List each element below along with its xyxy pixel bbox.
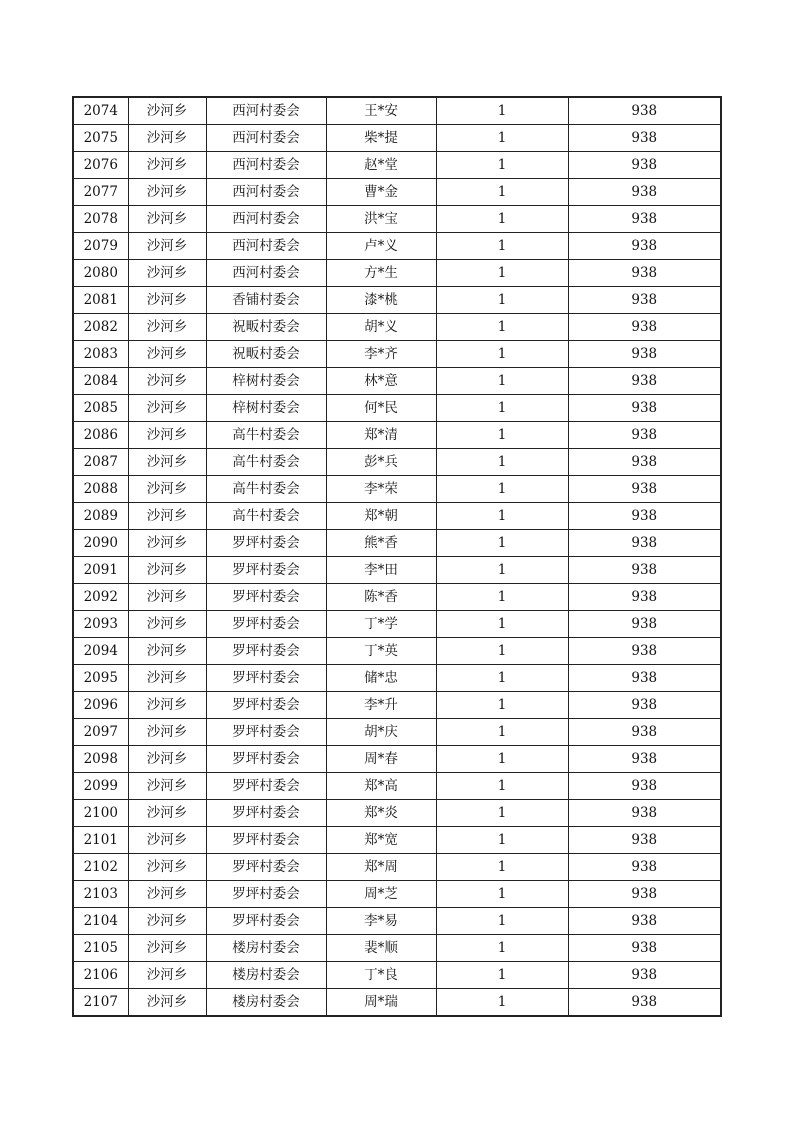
name-cell: 李*升	[326, 692, 436, 719]
count-cell: 1	[436, 935, 568, 962]
township-cell: 沙河乡	[128, 341, 206, 368]
amount-cell: 938	[568, 179, 721, 206]
name-cell: 卢*义	[326, 233, 436, 260]
table-row	[73, 260, 721, 287]
village-committee-cell: 罗坪村委会	[206, 854, 326, 881]
table-row	[73, 989, 721, 1017]
village-committee-cell: 罗坪村委会	[206, 530, 326, 557]
township-cell: 沙河乡	[128, 287, 206, 314]
table-row	[73, 233, 721, 260]
village-committee-cell: 楼房村委会	[206, 962, 326, 989]
amount-cell: 938	[568, 368, 721, 395]
township-cell: 沙河乡	[128, 449, 206, 476]
count-cell: 1	[436, 773, 568, 800]
serial-number-cell: 2089	[73, 503, 128, 530]
village-committee-cell: 西河村委会	[206, 97, 326, 125]
table-row	[73, 881, 721, 908]
township-cell: 沙河乡	[128, 719, 206, 746]
name-cell: 周*芝	[326, 881, 436, 908]
village-committee-cell: 高牛村委会	[206, 503, 326, 530]
amount-cell: 938	[568, 935, 721, 962]
name-cell: 何*民	[326, 395, 436, 422]
name-cell: 郑*宽	[326, 827, 436, 854]
township-cell: 沙河乡	[128, 97, 206, 125]
serial-number-cell: 2081	[73, 287, 128, 314]
village-committee-cell: 西河村委会	[206, 125, 326, 152]
amount-cell: 938	[568, 584, 721, 611]
village-committee-cell: 罗坪村委会	[206, 719, 326, 746]
amount-cell: 938	[568, 206, 721, 233]
village-committee-cell: 祝畈村委会	[206, 314, 326, 341]
name-cell: 胡*庆	[326, 719, 436, 746]
table-row	[73, 746, 721, 773]
count-cell: 1	[436, 476, 568, 503]
village-committee-cell: 香铺村委会	[206, 287, 326, 314]
township-cell: 沙河乡	[128, 152, 206, 179]
count-cell: 1	[436, 368, 568, 395]
serial-number-cell: 2076	[73, 152, 128, 179]
township-cell: 沙河乡	[128, 908, 206, 935]
table-row	[73, 800, 721, 827]
amount-cell: 938	[568, 719, 721, 746]
serial-number-cell: 2105	[73, 935, 128, 962]
township-cell: 沙河乡	[128, 260, 206, 287]
township-cell: 沙河乡	[128, 881, 206, 908]
table-row	[73, 962, 721, 989]
township-cell: 沙河乡	[128, 962, 206, 989]
village-committee-cell: 高牛村委会	[206, 449, 326, 476]
amount-cell: 938	[568, 962, 721, 989]
count-cell: 1	[436, 206, 568, 233]
count-cell: 1	[436, 854, 568, 881]
village-committee-cell: 西河村委会	[206, 260, 326, 287]
village-committee-cell: 罗坪村委会	[206, 827, 326, 854]
name-cell: 漆*桃	[326, 287, 436, 314]
table-row	[73, 503, 721, 530]
serial-number-cell: 2084	[73, 368, 128, 395]
table-row	[73, 368, 721, 395]
amount-cell: 938	[568, 827, 721, 854]
count-cell: 1	[436, 422, 568, 449]
table-row	[73, 314, 721, 341]
count-cell: 1	[436, 881, 568, 908]
amount-cell: 938	[568, 125, 721, 152]
amount-cell: 938	[568, 530, 721, 557]
table-row	[73, 125, 721, 152]
township-cell: 沙河乡	[128, 989, 206, 1017]
name-cell: 陈*香	[326, 584, 436, 611]
table-row	[73, 476, 721, 503]
village-committee-cell: 西河村委会	[206, 206, 326, 233]
village-committee-cell: 西河村委会	[206, 152, 326, 179]
township-cell: 沙河乡	[128, 530, 206, 557]
name-cell: 郑*炎	[326, 800, 436, 827]
township-cell: 沙河乡	[128, 314, 206, 341]
count-cell: 1	[436, 314, 568, 341]
township-cell: 沙河乡	[128, 557, 206, 584]
amount-cell: 938	[568, 881, 721, 908]
name-cell: 丁*英	[326, 638, 436, 665]
count-cell: 1	[436, 341, 568, 368]
township-cell: 沙河乡	[128, 476, 206, 503]
name-cell: 丁*学	[326, 611, 436, 638]
village-committee-cell: 罗坪村委会	[206, 638, 326, 665]
village-committee-cell: 罗坪村委会	[206, 908, 326, 935]
table-row	[73, 638, 721, 665]
name-cell: 裴*顺	[326, 935, 436, 962]
township-cell: 沙河乡	[128, 638, 206, 665]
serial-number-cell: 2098	[73, 746, 128, 773]
serial-number-cell: 2102	[73, 854, 128, 881]
village-committee-cell: 罗坪村委会	[206, 773, 326, 800]
amount-cell: 938	[568, 611, 721, 638]
count-cell: 1	[436, 260, 568, 287]
count-cell: 1	[436, 611, 568, 638]
serial-number-cell: 2082	[73, 314, 128, 341]
count-cell: 1	[436, 989, 568, 1017]
amount-cell: 938	[568, 233, 721, 260]
amount-cell: 938	[568, 746, 721, 773]
table-row	[73, 935, 721, 962]
township-cell: 沙河乡	[128, 395, 206, 422]
table-row	[73, 206, 721, 233]
amount-cell: 938	[568, 800, 721, 827]
name-cell: 周*春	[326, 746, 436, 773]
amount-cell: 938	[568, 395, 721, 422]
serial-number-cell: 2101	[73, 827, 128, 854]
table-row	[73, 179, 721, 206]
serial-number-cell: 2097	[73, 719, 128, 746]
village-committee-cell: 祝畈村委会	[206, 341, 326, 368]
name-cell: 李*齐	[326, 341, 436, 368]
name-cell: 丁*良	[326, 962, 436, 989]
table-row	[73, 557, 721, 584]
name-cell: 赵*堂	[326, 152, 436, 179]
amount-cell: 938	[568, 503, 721, 530]
name-cell: 李*田	[326, 557, 436, 584]
name-cell: 郑*清	[326, 422, 436, 449]
amount-cell: 938	[568, 422, 721, 449]
serial-number-cell: 2083	[73, 341, 128, 368]
serial-number-cell: 2088	[73, 476, 128, 503]
serial-number-cell: 2093	[73, 611, 128, 638]
count-cell: 1	[436, 449, 568, 476]
count-cell: 1	[436, 97, 568, 125]
township-cell: 沙河乡	[128, 584, 206, 611]
serial-number-cell: 2077	[73, 179, 128, 206]
township-cell: 沙河乡	[128, 935, 206, 962]
village-committee-cell: 罗坪村委会	[206, 800, 326, 827]
name-cell: 柴*提	[326, 125, 436, 152]
village-committee-cell: 高牛村委会	[206, 476, 326, 503]
count-cell: 1	[436, 962, 568, 989]
township-cell: 沙河乡	[128, 233, 206, 260]
serial-number-cell: 2087	[73, 449, 128, 476]
amount-cell: 938	[568, 476, 721, 503]
serial-number-cell: 2074	[73, 97, 128, 125]
name-cell: 彭*兵	[326, 449, 436, 476]
village-committee-cell: 西河村委会	[206, 179, 326, 206]
amount-cell: 938	[568, 854, 721, 881]
serial-number-cell: 2099	[73, 773, 128, 800]
count-cell: 1	[436, 665, 568, 692]
serial-number-cell: 2092	[73, 584, 128, 611]
table-body	[73, 97, 721, 1016]
serial-number-cell: 2085	[73, 395, 128, 422]
name-cell: 李*荣	[326, 476, 436, 503]
village-committee-cell: 罗坪村委会	[206, 746, 326, 773]
village-committee-cell: 楼房村委会	[206, 935, 326, 962]
serial-number-cell: 2090	[73, 530, 128, 557]
count-cell: 1	[436, 746, 568, 773]
amount-cell: 938	[568, 692, 721, 719]
village-committee-cell: 梓树村委会	[206, 395, 326, 422]
serial-number-cell: 2104	[73, 908, 128, 935]
name-cell: 熊*香	[326, 530, 436, 557]
village-committee-cell: 罗坪村委会	[206, 557, 326, 584]
township-cell: 沙河乡	[128, 503, 206, 530]
name-cell: 周*瑞	[326, 989, 436, 1017]
count-cell: 1	[436, 125, 568, 152]
township-cell: 沙河乡	[128, 800, 206, 827]
village-committee-cell: 罗坪村委会	[206, 881, 326, 908]
township-cell: 沙河乡	[128, 854, 206, 881]
amount-cell: 938	[568, 97, 721, 125]
village-committee-cell: 罗坪村委会	[206, 611, 326, 638]
table-row	[73, 692, 721, 719]
table-row	[73, 611, 721, 638]
serial-number-cell: 2107	[73, 989, 128, 1017]
table-row	[73, 665, 721, 692]
township-cell: 沙河乡	[128, 665, 206, 692]
name-cell: 郑*高	[326, 773, 436, 800]
count-cell: 1	[436, 503, 568, 530]
amount-cell: 938	[568, 260, 721, 287]
count-cell: 1	[436, 827, 568, 854]
name-cell: 方*生	[326, 260, 436, 287]
name-cell: 林*意	[326, 368, 436, 395]
serial-number-cell: 2106	[73, 962, 128, 989]
serial-number-cell: 2094	[73, 638, 128, 665]
name-cell: 郑*周	[326, 854, 436, 881]
table-row	[73, 584, 721, 611]
count-cell: 1	[436, 152, 568, 179]
count-cell: 1	[436, 719, 568, 746]
name-cell: 王*安	[326, 97, 436, 125]
count-cell: 1	[436, 530, 568, 557]
name-cell: 储*忠	[326, 665, 436, 692]
table-row	[73, 719, 721, 746]
table-row	[73, 152, 721, 179]
table-row	[73, 341, 721, 368]
count-cell: 1	[436, 692, 568, 719]
amount-cell: 938	[568, 314, 721, 341]
table-row	[73, 827, 721, 854]
village-committee-cell: 高牛村委会	[206, 422, 326, 449]
amount-cell: 938	[568, 341, 721, 368]
serial-number-cell: 2078	[73, 206, 128, 233]
data-table	[72, 96, 722, 1017]
name-cell: 胡*义	[326, 314, 436, 341]
count-cell: 1	[436, 638, 568, 665]
name-cell: 郑*朝	[326, 503, 436, 530]
village-committee-cell: 梓树村委会	[206, 368, 326, 395]
serial-number-cell: 2100	[73, 800, 128, 827]
amount-cell: 938	[568, 908, 721, 935]
serial-number-cell: 2075	[73, 125, 128, 152]
name-cell: 曹*金	[326, 179, 436, 206]
count-cell: 1	[436, 584, 568, 611]
count-cell: 1	[436, 557, 568, 584]
count-cell: 1	[436, 908, 568, 935]
name-cell: 李*易	[326, 908, 436, 935]
amount-cell: 938	[568, 773, 721, 800]
township-cell: 沙河乡	[128, 206, 206, 233]
village-committee-cell: 楼房村委会	[206, 989, 326, 1017]
table-row	[73, 854, 721, 881]
table-row	[73, 908, 721, 935]
township-cell: 沙河乡	[128, 827, 206, 854]
amount-cell: 938	[568, 449, 721, 476]
name-cell: 洪*宝	[326, 206, 436, 233]
amount-cell: 938	[568, 638, 721, 665]
amount-cell: 938	[568, 665, 721, 692]
township-cell: 沙河乡	[128, 773, 206, 800]
count-cell: 1	[436, 800, 568, 827]
count-cell: 1	[436, 287, 568, 314]
count-cell: 1	[436, 395, 568, 422]
amount-cell: 938	[568, 557, 721, 584]
serial-number-cell: 2103	[73, 881, 128, 908]
table-row	[73, 422, 721, 449]
township-cell: 沙河乡	[128, 422, 206, 449]
table-row	[73, 530, 721, 557]
village-committee-cell: 西河村委会	[206, 233, 326, 260]
count-cell: 1	[436, 233, 568, 260]
table-row	[73, 449, 721, 476]
township-cell: 沙河乡	[128, 125, 206, 152]
serial-number-cell: 2086	[73, 422, 128, 449]
amount-cell: 938	[568, 989, 721, 1017]
township-cell: 沙河乡	[128, 611, 206, 638]
township-cell: 沙河乡	[128, 746, 206, 773]
township-cell: 沙河乡	[128, 692, 206, 719]
serial-number-cell: 2091	[73, 557, 128, 584]
serial-number-cell: 2079	[73, 233, 128, 260]
serial-number-cell: 2096	[73, 692, 128, 719]
township-cell: 沙河乡	[128, 179, 206, 206]
amount-cell: 938	[568, 287, 721, 314]
serial-number-cell: 2095	[73, 665, 128, 692]
amount-cell: 938	[568, 152, 721, 179]
village-committee-cell: 罗坪村委会	[206, 692, 326, 719]
township-cell: 沙河乡	[128, 368, 206, 395]
serial-number-cell: 2080	[73, 260, 128, 287]
table-row	[73, 97, 721, 125]
table-row	[73, 395, 721, 422]
village-committee-cell: 罗坪村委会	[206, 584, 326, 611]
count-cell: 1	[436, 179, 568, 206]
table-row	[73, 287, 721, 314]
village-committee-cell: 罗坪村委会	[206, 665, 326, 692]
table-row	[73, 773, 721, 800]
